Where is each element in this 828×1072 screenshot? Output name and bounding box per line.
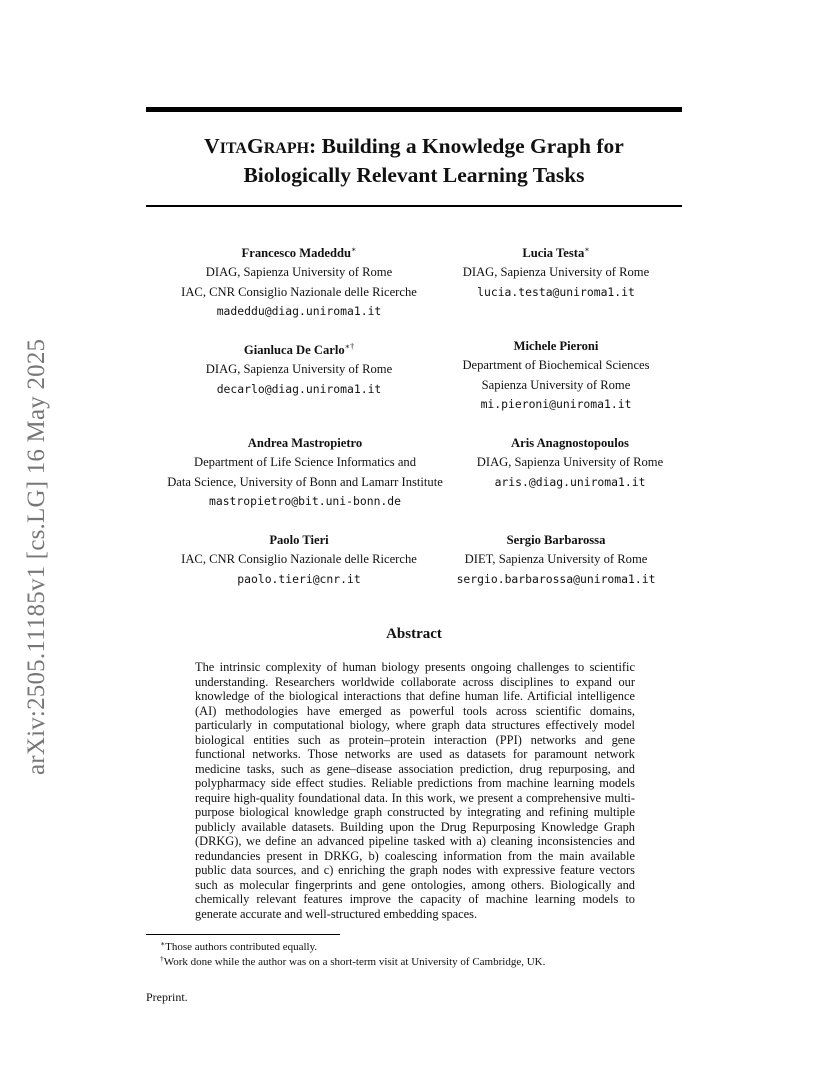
author-affiliation: DIAG, Sapienza University of Rome: [205, 265, 393, 280]
title-sc-ita: ITA: [219, 140, 247, 157]
author-affiliation: Data Science, University of Bonn and Lamarr Institute: [167, 474, 443, 489]
author-block: [436, 240, 676, 302]
author-affiliation: DIAG, Sapienza University of Rome: [462, 265, 650, 280]
author-affiliation: DIAG, Sapienza University of Rome: [476, 455, 664, 470]
preprint-label: Preprint.: [146, 990, 188, 1004]
title-sc-raph: RAPH: [263, 140, 310, 157]
author-affiliation: Sapienza University of Rome: [481, 377, 631, 392]
author-name: Michele Pieroni: [513, 339, 599, 353]
title-rule-bottom: [146, 205, 682, 207]
author-name: Aris Anagnostopoulos: [511, 436, 629, 450]
author-email[interactable]: aris.@diag.uniroma1.it: [494, 474, 646, 489]
author-affiliation: Department of Biochemical Sciences: [462, 358, 650, 373]
author-name: Sergio Barbarossa: [506, 533, 606, 547]
author-block: [159, 531, 439, 589]
author-affiliation: IAC, CNR Consiglio Nazionale delle Ricerche: [181, 284, 417, 299]
footnote: [160, 952, 545, 969]
author-name: Francesco Madeddu: [241, 246, 352, 260]
author-email[interactable]: lucia.testa@uniroma1.it: [477, 284, 635, 299]
footnote-text: Those authors contributed equally.: [165, 941, 318, 953]
title-rule-top: [146, 107, 682, 112]
author-block: [436, 531, 676, 589]
author-mark: ∗: [351, 245, 357, 254]
abstract-body: The intrinsic complexity of human biology presents ongoing challenges to scientific understanding. Researchers worldwide collaborate across disciplines to expand our knowledge of the biological interactions that define human life. Artificial intelligence (AI) methodologies have emerged as powerful tools across scientific domains, particularly in computational biology, where graph data structures effectively model biological entities such as protein–protein interaction (PPI) networks and gene functional networks. Those networks are used as datasets for paramount network medicine tasks, such as gene–disease association prediction, drug repurposing, and polypharmacy side effect studies. Reliable predictions from machine learning models require high-quality foundational data. In this work, we present a comprehensive multi-purpose biological knowledge graph constructed by integrating and refining multiple publicly available datasets. Building upon the Drug Repurposing Knowledge Graph (DRKG), we define an advanced pipeline tasked with a) cleaning inconsistencies and redundancies present in DRKG, b) coalescing information from the main available public data sources, and c) enriching the graph nodes with expressive feature vectors such as molecular fingerprints and gene ontologies, among others. Biologically and chemically relevant features improve the capacity of machine learning models to generate accurate and well-structured embedding spaces.: [195, 660, 635, 921]
title-rest: : Building a Knowledge Graph for: [309, 134, 624, 158]
author-affiliation: Department of Life Science Informatics and: [193, 455, 417, 470]
author-name: Paolo Tieri: [269, 533, 329, 547]
footnote-rule: [146, 934, 340, 935]
author-affiliation: DIET, Sapienza University of Rome: [464, 552, 648, 567]
author-email[interactable]: mastropietro@bit.uni-bonn.de: [208, 494, 402, 509]
footnote-text: Work done while the author was on a short-term visit at University of Cambridge, UK.: [163, 956, 546, 968]
arxiv-identifier: arXiv:2505.11185v1 [cs.LG] 16 May 2025: [23, 338, 50, 775]
author-name: Andrea Mastropietro: [247, 436, 363, 450]
title-line-1: [146, 133, 682, 162]
author-email[interactable]: madeddu@diag.uniroma1.it: [216, 304, 382, 319]
author-block: [159, 240, 439, 322]
author-affiliation: DIAG, Sapienza University of Rome: [205, 362, 393, 377]
author-mark: ∗†: [344, 342, 355, 351]
author-block: [456, 434, 684, 492]
footnote-mark: ∗: [160, 939, 166, 948]
author-name: Gianluca De Carlo: [243, 343, 345, 357]
author-email[interactable]: sergio.barbarossa@uniroma1.it: [456, 571, 656, 586]
abstract-heading: Abstract: [386, 626, 442, 642]
author-email[interactable]: mi.pieroni@uniroma1.it: [480, 397, 632, 412]
author-affiliation: IAC, CNR Consiglio Nazionale delle Ricerche: [181, 552, 417, 567]
author-email[interactable]: decarlo@diag.uniroma1.it: [216, 381, 382, 396]
author-name: Lucia Testa: [522, 246, 585, 260]
author-mark: ∗: [584, 245, 590, 254]
title-sc-v: V: [204, 134, 220, 158]
paper-title: [146, 133, 682, 188]
author-email[interactable]: paolo.tieri@cnr.it: [237, 571, 361, 586]
author-block: [436, 337, 676, 415]
title-sc-g: G: [246, 134, 264, 158]
title-line-2: Biologically Relevant Learning Tasks: [243, 163, 585, 187]
footnote-mark: †: [160, 954, 164, 963]
author-block: [150, 434, 460, 512]
author-block: [159, 337, 439, 399]
